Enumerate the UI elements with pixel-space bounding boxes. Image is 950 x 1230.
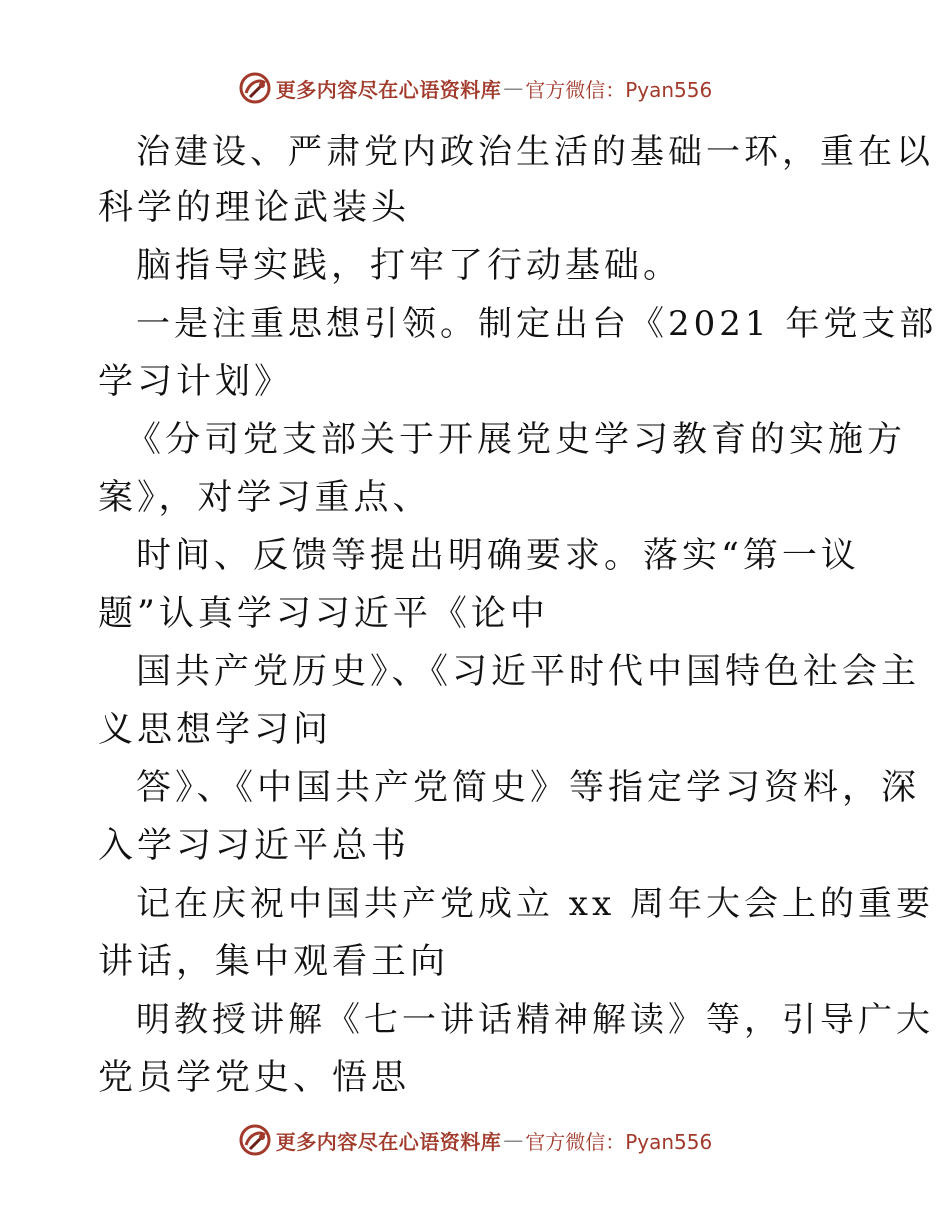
banner-wechat: 官方微信：Pyan556	[525, 77, 713, 102]
text-line: 时间、反馈等提出明确要求。落实“第一议	[136, 536, 860, 576]
text-line: 讲话，集中观看王向	[98, 942, 450, 982]
text-line: 题”认真学习习近平《论中	[98, 594, 549, 634]
text-line: 脑指导实践，打牢了行动基础。	[136, 246, 683, 286]
text-line: 国共产党历史》、《习近平时代中国特色社会主	[136, 652, 921, 692]
text-line: 《分司党支部关于开展党史学习教育的实施方	[126, 420, 907, 460]
banner-title: 更多内容尽在心语资料库	[275, 1129, 502, 1154]
text-line: 学习计划》	[98, 362, 294, 402]
text-line: 义思想学习问	[98, 710, 333, 750]
text-line: 一是注重思想引领。制定出台《2021 年党支部	[136, 304, 938, 344]
header-banner	[0, 70, 950, 106]
text-line: 治建设、严肃党内政治生活的基础一环，重在以	[136, 132, 934, 172]
text-line: 记在庆祝中国共产党成立 xx 周年大会上的重要	[136, 884, 934, 924]
text-line: 入学习习近平总书	[98, 826, 411, 866]
banner-wechat: 官方微信：Pyan556	[525, 1129, 713, 1154]
text-line: 科学的理论武装头	[98, 188, 411, 228]
red-swirl-logo-icon	[238, 71, 272, 105]
banner-separator: —	[503, 1128, 524, 1152]
footer-banner	[0, 1122, 950, 1158]
banner-title: 更多内容尽在心语资料库	[275, 77, 502, 102]
text-line: 答》、《中国共产党简史》等指定学习资料，深	[136, 768, 921, 808]
red-swirl-logo-icon	[238, 1123, 272, 1157]
text-line: 案》，对学习重点、	[98, 478, 432, 518]
text-line: 党员学党史、悟思	[98, 1058, 411, 1098]
text-line: 明教授讲解《七一讲话精神解读》等，引导广大	[136, 1000, 934, 1040]
banner-separator: —	[503, 76, 524, 100]
